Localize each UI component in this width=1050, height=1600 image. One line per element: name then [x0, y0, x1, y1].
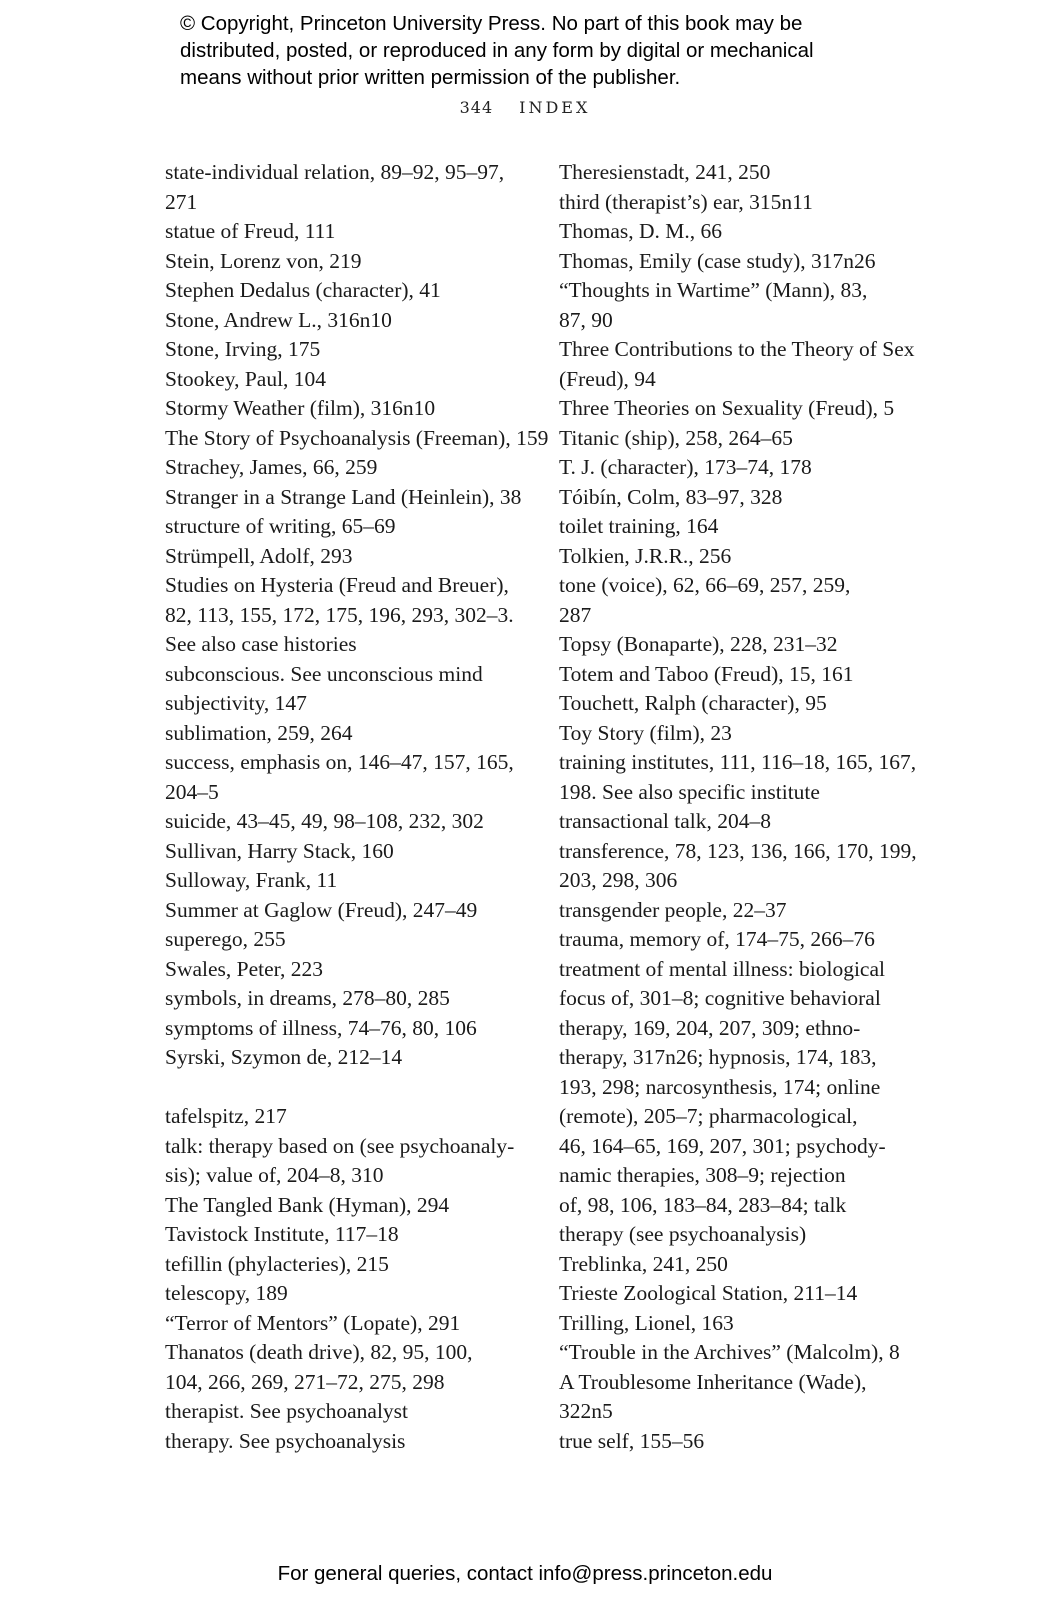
index-entry-line: telescopy, 189	[165, 1281, 288, 1305]
index-entry	[165, 542, 525, 572]
index-entry	[165, 689, 525, 719]
index-entry	[165, 306, 525, 336]
index-entry-continuation: 198. See also specific institute	[559, 779, 820, 804]
index-entry	[165, 719, 525, 749]
index-entry-continuation: 204–5	[165, 779, 219, 804]
index-entry	[559, 955, 939, 1250]
index-entry	[165, 365, 525, 395]
index-entry	[165, 1427, 525, 1457]
index-entry	[165, 807, 525, 837]
index-entry-continuation: 82, 113, 155, 172, 175, 196, 293, 302–3.	[165, 602, 514, 627]
index-entry-line: transactional talk, 204–8	[559, 809, 771, 833]
index-entry	[165, 1102, 525, 1132]
running-head	[0, 98, 1050, 117]
index-entry-line: transference, 78, 123, 136, 166, 170, 199,	[559, 838, 917, 863]
index-entry-line: structure of writing, 65–69	[165, 514, 396, 538]
index-entry-line: statue of Freud, 111	[165, 219, 336, 243]
index-entry-line: Treblinka, 241, 250	[559, 1251, 728, 1276]
index-entry-line: subjectivity, 147	[165, 691, 307, 715]
index-entry-line: Toy Story (film), 23	[559, 720, 732, 745]
index-entry-line: “Terror of Mentors” (Lopate), 291	[165, 1310, 461, 1335]
index-entry-line: Stone, Irving, 175	[165, 337, 321, 361]
index-entry	[165, 1250, 525, 1280]
index-entry-line: Summer at Gaglow (Freud), 247–49	[165, 897, 478, 922]
index-entry	[165, 837, 525, 867]
index-entry-line: suicide, 43–45, 49, 98–108, 232, 302	[165, 809, 484, 833]
index-entry-line: Tolkien, J.R.R., 256	[559, 543, 732, 568]
index-entry	[165, 1397, 525, 1427]
index-entry-line: Totem and Taboo (Freud), 15, 161	[559, 661, 854, 686]
index-entry-continuation: therapy, 317n26; hypnosis, 174, 183,	[559, 1045, 877, 1069]
index-entry-line: Strachey, James, 66, 259	[165, 455, 378, 479]
index-entry	[559, 807, 939, 837]
index-entry-line: Stranger in a Strange Land (Heinlein), 38	[165, 484, 522, 509]
index-entry	[165, 1043, 525, 1073]
index-entry-line: Three Theories on Sexuality (Freud), 5	[559, 396, 895, 420]
index-entry-line: Studies on Hysteria (Freud and Breuer),	[165, 573, 509, 597]
index-entry-line: Tavistock Institute, 117–18	[165, 1222, 399, 1246]
index-entry	[165, 984, 525, 1014]
index-entry	[165, 512, 525, 542]
index-entry	[165, 247, 525, 277]
index-entry-line: sublimation, 259, 264	[165, 720, 353, 745]
index-entry	[165, 217, 525, 247]
index-entry	[559, 1338, 939, 1368]
index-entry-line: transgender people, 22–37	[559, 897, 787, 922]
index-entry-line: subconscious. See unconscious mind	[165, 661, 483, 686]
index-entry	[559, 689, 939, 719]
index-entry-line: treatment of mental illness: biological	[559, 956, 885, 981]
index-entry-line: Strümpell, Adolf, 293	[165, 543, 353, 568]
index-entry-continuation: See also case histories	[165, 632, 357, 656]
index-entry	[559, 719, 939, 749]
copyright-line: © Copyright, Princeton University Press. No part of this book may be	[180, 12, 803, 35]
index-entry	[559, 925, 939, 955]
index-entry	[559, 217, 939, 247]
index-entry-line: therapist. See psychoanalyst	[165, 1399, 409, 1423]
index-entry	[559, 1427, 939, 1457]
index-entry-line: T. J. (character), 173–74, 178	[559, 455, 812, 479]
index-entry	[559, 188, 939, 218]
index-column-left	[165, 158, 549, 1456]
copyright-notice	[180, 10, 940, 91]
index-entry	[559, 571, 939, 630]
index-entry-line: tefillin (phylacteries), 215	[165, 1251, 389, 1276]
index-entry-line: third (therapist’s) ear, 315n11	[559, 189, 813, 214]
section-gap	[165, 1073, 525, 1103]
copyright-line: means without prior written permission of the publisher.	[180, 66, 681, 89]
index-entry-line: Thanatos (death drive), 82, 95, 100,	[165, 1340, 473, 1364]
index-entry-continuation: 104, 266, 269, 271–72, 275, 298	[165, 1369, 445, 1394]
index-entry-line: A Troublesome Inheritance (Wade),	[559, 1369, 867, 1394]
index-entry-line: Topsy (Bonaparte), 228, 231–32	[559, 632, 838, 656]
section-title: INDEX	[519, 98, 591, 117]
index-entry-line: symbols, in dreams, 278–80, 285	[165, 986, 450, 1010]
index-entry	[559, 276, 939, 335]
index-entry-continuation: of, 98, 106, 183–84, 283–84; talk	[559, 1192, 847, 1217]
copyright-line: distributed, posted, or reproduced in any form by digital or mechanical	[180, 39, 814, 62]
index-entry-continuation: sis); value of, 204–8, 310	[165, 1163, 384, 1187]
index-entry-line: Stookey, Paul, 104	[165, 366, 327, 391]
index-entry	[559, 660, 939, 690]
index-entry	[165, 866, 525, 896]
index-entry	[165, 1338, 525, 1397]
index-entry-line: “Thoughts in Wartime” (Mann), 83,	[559, 278, 868, 302]
index-entry	[559, 1368, 939, 1427]
index-entry	[165, 660, 525, 690]
index-entry-line: state-individual relation, 89–92, 95–97,	[165, 160, 505, 184]
index-entry-line: Trilling, Lionel, 163	[559, 1310, 734, 1335]
index-entry-continuation: (Freud), 94	[559, 366, 656, 391]
index-entry	[559, 247, 939, 277]
index-entry-line: The Tangled Bank (Hyman), 294	[165, 1192, 450, 1217]
index-entry	[165, 571, 525, 660]
index-entry	[165, 925, 525, 955]
index-entry-line: superego, 255	[165, 927, 286, 951]
index-entry	[559, 424, 939, 454]
index-entry-line: Trieste Zoological Station, 211–14	[559, 1281, 858, 1305]
index-entry-line: Stephen Dedalus (character), 41	[165, 278, 441, 302]
index-entry-continuation: 203, 298, 306	[559, 868, 678, 892]
index-column-right	[559, 158, 939, 1456]
index-entry-line: tone (voice), 62, 66–69, 257, 259,	[559, 573, 851, 597]
index-entry	[165, 158, 525, 217]
index-entry-line: training institutes, 111, 116–18, 165, 167,	[559, 750, 917, 774]
index-entry-line: Stein, Lorenz von, 219	[165, 248, 362, 273]
index-entry	[165, 483, 525, 513]
index-entry	[559, 748, 939, 807]
index-entry-line: true self, 155–56	[559, 1428, 705, 1453]
index-entry-line: Stormy Weather (film), 316n10	[165, 396, 436, 420]
index-entry-line: tafelspitz, 217	[165, 1104, 287, 1128]
index-entry	[165, 955, 525, 985]
index-entry-continuation: 87, 90	[559, 307, 613, 332]
index-entry	[559, 158, 939, 188]
index-entry-continuation: namic therapies, 308–9; rejection	[559, 1163, 846, 1187]
index-entry	[559, 837, 939, 896]
index-entry-line: talk: therapy based on (see psychoanaly-	[165, 1133, 515, 1158]
index-entry	[165, 1014, 525, 1044]
index-entry	[165, 424, 549, 454]
index-entry	[165, 1279, 525, 1309]
index-entry-line: “Trouble in the Archives” (Malcolm), 8	[559, 1340, 900, 1364]
index-entry-continuation: focus of, 301–8; cognitive behavioral	[559, 986, 881, 1010]
index-entry-line: trauma, memory of, 174–75, 266–76	[559, 927, 875, 951]
index-entry	[165, 1132, 525, 1191]
index-entry-line: Stone, Andrew L., 316n10	[165, 307, 392, 332]
index-entry-line: Sullivan, Harry Stack, 160	[165, 838, 394, 863]
index-entry	[559, 630, 939, 660]
index-entry-continuation: 46, 164–65, 169, 207, 301; psychody-	[559, 1133, 886, 1158]
index-entry	[559, 453, 939, 483]
index-entry-continuation: 322n5	[559, 1399, 613, 1423]
index-entry	[165, 276, 525, 306]
index-entry	[559, 512, 939, 542]
footer-contact: For general queries, contact info@press.princeton.edu	[277, 1562, 773, 1585]
index-entry	[165, 394, 525, 424]
index-entry	[165, 1220, 525, 1250]
index-entry	[165, 453, 525, 483]
index-entry	[165, 1309, 525, 1339]
index-entry-line: Tóibín, Colm, 83–97, 328	[559, 484, 783, 509]
index-entry-line: symptoms of illness, 74–76, 80, 106	[165, 1015, 477, 1040]
index-entry	[559, 896, 939, 926]
index-entry	[559, 1250, 939, 1280]
page-number: 344	[459, 98, 494, 117]
index-entry	[559, 1279, 939, 1309]
index-entry	[165, 1191, 525, 1221]
index-entry-continuation: therapy, 169, 204, 207, 309; ethno-	[559, 1015, 861, 1040]
index-entry-line: Titanic (ship), 258, 264–65	[559, 425, 793, 450]
index-entry-line: Swales, Peter, 223	[165, 956, 323, 981]
index-entry-continuation: therapy (see psychoanalysis)	[559, 1222, 807, 1246]
index-entry-line: Three Contributions to the Theory of Sex	[559, 337, 915, 361]
index-entry-line: toilet training, 164	[559, 514, 719, 538]
index-entry-line: Syrski, Szymon de, 212–14	[165, 1045, 403, 1069]
index-entry-line: Touchett, Ralph (character), 95	[559, 691, 827, 715]
index-entry-line: success, emphasis on, 146–47, 157, 165,	[165, 750, 514, 774]
index-entry	[559, 542, 939, 572]
index-entry-line: Theresienstadt, 241, 250	[559, 160, 771, 184]
index-entry	[559, 483, 939, 513]
index-entry	[165, 748, 525, 807]
index-entry-continuation: 271	[165, 189, 198, 214]
index-entry-line: The Story of Psychoanalysis (Freeman), 159	[165, 425, 549, 450]
index-entry	[165, 896, 525, 926]
index-entry-line: Thomas, D. M., 66	[559, 219, 723, 243]
index-entry-continuation: 287	[559, 602, 592, 627]
index-entry	[559, 335, 939, 394]
index-entry-continuation: 193, 298; narcosynthesis, 174; online	[559, 1074, 881, 1099]
index-entry-line: therapy. See psychoanalysis	[165, 1428, 406, 1453]
index-entry-line: Sulloway, Frank, 11	[165, 868, 338, 892]
index-entry-line: Thomas, Emily (case study), 317n26	[559, 248, 876, 273]
index-entry	[165, 335, 525, 365]
index-entry	[559, 394, 939, 424]
index-entry-continuation: (remote), 205–7; pharmacological,	[559, 1104, 858, 1128]
index-entry	[559, 1309, 939, 1339]
